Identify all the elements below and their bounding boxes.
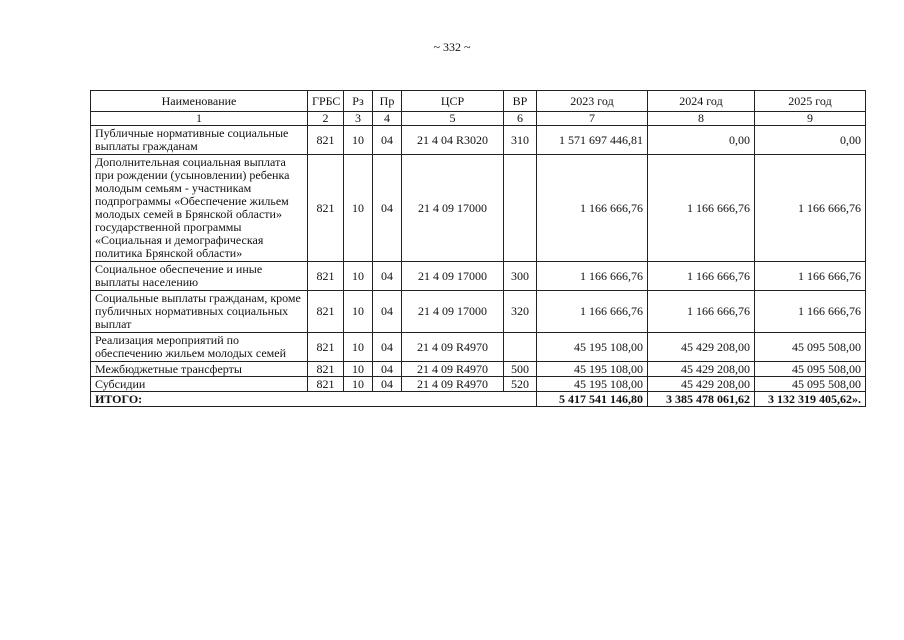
column-number: 5 [402, 112, 504, 126]
row-csr: 21 4 09 17000 [402, 262, 504, 291]
row-2024: 45 429 208,00 [648, 333, 755, 362]
row-2025: 0,00 [755, 126, 866, 155]
column-number-row [91, 112, 866, 126]
row-2023: 1 166 666,76 [537, 262, 648, 291]
header-name: Наименование [91, 91, 308, 112]
row-pr: 04 [373, 155, 402, 262]
table-header-row [91, 91, 866, 112]
row-csr: 21 4 09 R4970 [402, 377, 504, 392]
row-vr [504, 333, 537, 362]
row-2024: 45 429 208,00 [648, 377, 755, 392]
row-2025: 45 095 508,00 [755, 333, 866, 362]
row-csr: 21 4 09 17000 [402, 155, 504, 262]
header-rz: Рз [344, 91, 373, 112]
row-name: Социальное обеспечение и иные выплаты населению [91, 262, 308, 291]
column-number: 8 [648, 112, 755, 126]
table-row [91, 126, 866, 155]
table-row [91, 262, 866, 291]
row-2023: 45 195 108,00 [537, 362, 648, 377]
budget-table [90, 90, 866, 407]
column-number: 1 [91, 112, 308, 126]
row-vr [504, 155, 537, 262]
row-2025: 1 166 666,76 [755, 262, 866, 291]
column-number: 4 [373, 112, 402, 126]
row-2025: 45 095 508,00 [755, 377, 866, 392]
row-2024: 45 429 208,00 [648, 362, 755, 377]
row-grbs: 821 [308, 262, 344, 291]
row-2025: 1 166 666,76 [755, 155, 866, 262]
row-rz: 10 [344, 362, 373, 377]
row-csr: 21 4 04 R3020 [402, 126, 504, 155]
total-2023: 5 417 541 146,80 [537, 392, 648, 407]
row-csr: 21 4 09 17000 [402, 291, 504, 333]
row-2025: 45 095 508,00 [755, 362, 866, 377]
row-vr: 500 [504, 362, 537, 377]
row-name: Публичные нормативные социальные выплаты гражданам [91, 126, 308, 155]
column-number: 6 [504, 112, 537, 126]
row-vr: 310 [504, 126, 537, 155]
row-2023: 1 571 697 446,81 [537, 126, 648, 155]
column-number: 3 [344, 112, 373, 126]
row-2025: 1 166 666,76 [755, 291, 866, 333]
header-grbs: ГРБС [308, 91, 344, 112]
header-pr: Пр [373, 91, 402, 112]
row-rz: 10 [344, 155, 373, 262]
row-vr: 300 [504, 262, 537, 291]
row-grbs: 821 [308, 333, 344, 362]
table-row [91, 333, 866, 362]
header-2024: 2024 год [648, 91, 755, 112]
row-vr: 520 [504, 377, 537, 392]
row-pr: 04 [373, 126, 402, 155]
row-rz: 10 [344, 333, 373, 362]
row-rz: 10 [344, 262, 373, 291]
table-row [91, 362, 866, 377]
header-2025: 2025 год [755, 91, 866, 112]
row-name: Межбюджетные трансферты [91, 362, 308, 377]
header-csr: ЦСР [402, 91, 504, 112]
total-2024: 3 385 478 061,62 [648, 392, 755, 407]
row-grbs: 821 [308, 291, 344, 333]
column-number: 7 [537, 112, 648, 126]
row-2023: 45 195 108,00 [537, 333, 648, 362]
total-label: ИТОГО: [91, 392, 537, 407]
row-2024: 1 166 666,76 [648, 262, 755, 291]
row-2023: 45 195 108,00 [537, 377, 648, 392]
row-2024: 1 166 666,76 [648, 291, 755, 333]
row-rz: 10 [344, 377, 373, 392]
row-2024: 0,00 [648, 126, 755, 155]
column-number: 9 [755, 112, 866, 126]
row-pr: 04 [373, 362, 402, 377]
row-2023: 1 166 666,76 [537, 155, 648, 262]
row-name: Социальные выплаты гражданам, кроме публичных нормативных социальных выплат [91, 291, 308, 333]
header-vr: ВР [504, 91, 537, 112]
row-grbs: 821 [308, 155, 344, 262]
row-pr: 04 [373, 262, 402, 291]
row-name: Реализация мероприятий по обеспечению жильем молодых семей [91, 333, 308, 362]
table-row [91, 377, 866, 392]
header-2023: 2023 год [537, 91, 648, 112]
row-csr: 21 4 09 R4970 [402, 333, 504, 362]
column-number: 2 [308, 112, 344, 126]
row-pr: 04 [373, 377, 402, 392]
row-grbs: 821 [308, 126, 344, 155]
table-row [91, 291, 866, 333]
total-2025: 3 132 319 405,62». [755, 392, 866, 407]
row-2024: 1 166 666,76 [648, 155, 755, 262]
total-row [91, 392, 866, 407]
row-rz: 10 [344, 126, 373, 155]
table-row [91, 155, 866, 262]
row-rz: 10 [344, 291, 373, 333]
row-vr: 320 [504, 291, 537, 333]
row-pr: 04 [373, 333, 402, 362]
page-number: ~ 332 ~ [433, 40, 471, 54]
row-pr: 04 [373, 291, 402, 333]
row-name: Дополнительная социальная выплата при рождении (усыновлении) ребенка молодым семьям - участникам подпрограммы «Обеспечение жильем молодых семей в Брянской области» государственной программы «Социальная и демографическая политика Брянской области» [91, 155, 308, 262]
row-name: Субсидии [91, 377, 308, 392]
row-grbs: 821 [308, 362, 344, 377]
row-grbs: 821 [308, 377, 344, 392]
row-2023: 1 166 666,76 [537, 291, 648, 333]
row-csr: 21 4 09 R4970 [402, 362, 504, 377]
